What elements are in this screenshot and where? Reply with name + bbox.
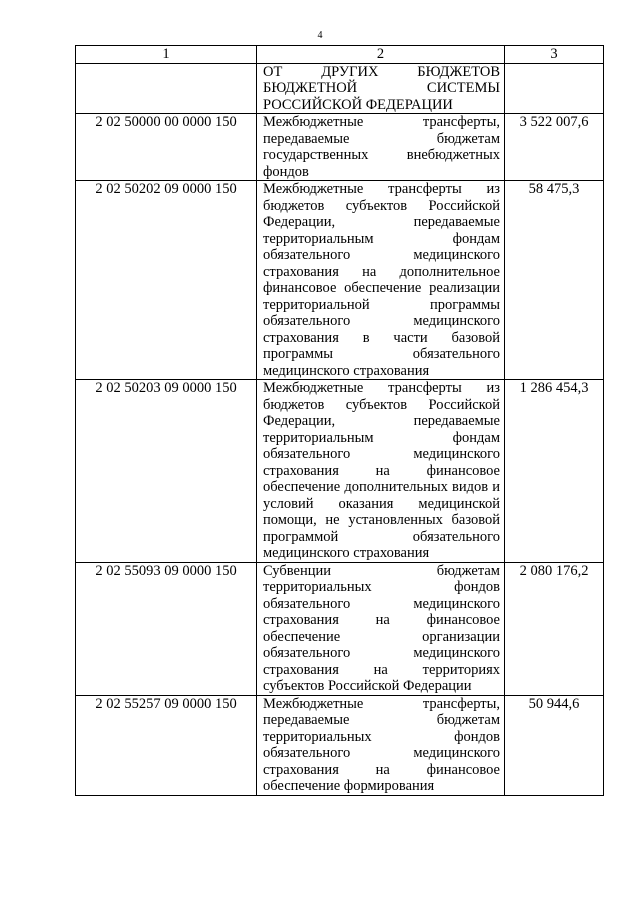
row-code: 2 02 50203 09 0000 150 (76, 380, 257, 563)
row-name-text: Межбюджетные трансферты из бюджетов субъектов Российской Федерации, передаваемые территориальным фондам обязательного медицинского страхования на дополнительное финансовое обеспечение реализации территориальной программы обязательного медицинского страхования в части базовой программы обязательного медицинского страхования (263, 181, 500, 379)
row-name (257, 562, 505, 695)
row-name (257, 380, 505, 563)
column-header-name: 2 (257, 46, 505, 64)
row-name-text: Межбюджетные трансферты из бюджетов субъектов Российской Федерации, передаваемые территориальным фондам обязательного медицинского страхования на финансовое обеспечение дополнительных видов и условий оказания медицинской помощи, не установленных базовой программой обязательного медицинского страхования (263, 380, 500, 561)
page-number: 4 (317, 30, 323, 41)
table-header (76, 46, 604, 64)
row-code: 2 02 50202 09 0000 150 (76, 181, 257, 380)
row-name (257, 114, 505, 181)
row-name-text: Межбюджетные трансферты, передаваемые бюджетам территориальных фондов обязательного медицинского страхования на финансовое обеспечение формирования (263, 695, 500, 794)
header-row (76, 46, 604, 64)
table-row (76, 695, 604, 795)
row-name (257, 695, 505, 795)
column-header-code: 1 (76, 46, 257, 64)
table-row (76, 380, 604, 563)
row-name-text: Межбюджетные трансферты, передаваемые бюджетам государственных внебюджетных фондов (263, 114, 500, 180)
row-amount: 1 286 454,3 (505, 380, 604, 563)
column-header-amount: 3 (505, 46, 604, 64)
row-code (76, 63, 257, 114)
table-row (76, 63, 604, 114)
row-name-text: Субвенции бюджетам территориальных фондов обязательного медицинского страхования на финансовое обеспечение организации обязательного медицинского страхования на территориях субъектов Российской Федерации (263, 562, 500, 694)
row-code: 2 02 50000 00 0000 150 (76, 114, 257, 181)
row-name-text: ОТ ДРУГИХ БЮДЖЕТОВ БЮДЖЕТНОЙ СИСТЕМЫ РОССИЙСКОЙ ФЕДЕРАЦИИ (263, 63, 500, 113)
row-amount (505, 63, 604, 114)
table-row (76, 114, 604, 181)
table-row (76, 562, 604, 695)
budget-table (75, 45, 604, 796)
row-amount: 58 475,3 (505, 181, 604, 380)
table-row (76, 181, 604, 380)
table-body (76, 63, 604, 795)
row-code: 2 02 55093 09 0000 150 (76, 562, 257, 695)
row-name (257, 181, 505, 380)
row-code: 2 02 55257 09 0000 150 (76, 695, 257, 795)
row-amount: 2 080 176,2 (505, 562, 604, 695)
row-amount: 50 944,6 (505, 695, 604, 795)
row-name (257, 63, 505, 114)
row-amount: 3 522 007,6 (505, 114, 604, 181)
